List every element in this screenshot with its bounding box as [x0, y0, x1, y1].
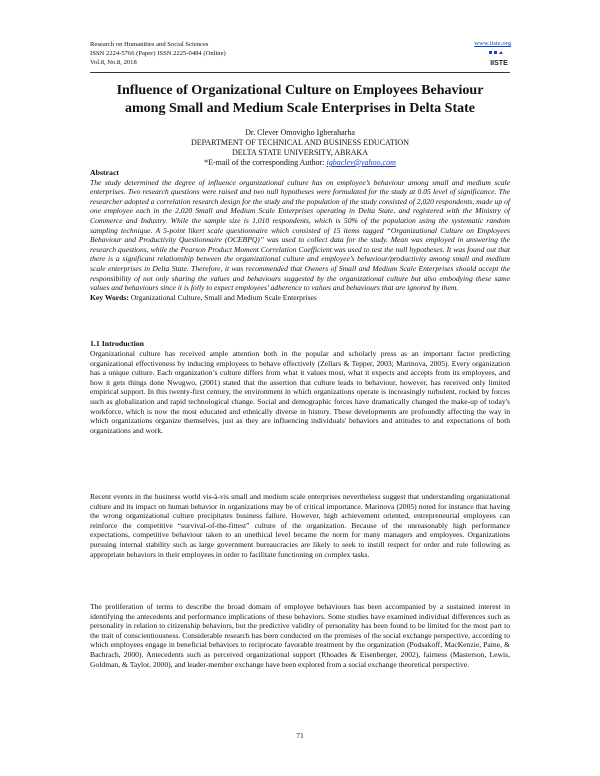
keywords-label: Key Words:: [90, 292, 129, 302]
intro-paragraph-1: Organizational culture has received ample attention both in the popular and scholarly press as an important factor predicting organizational effectiveness by inducing employees to behave effectively (Zellars & Tepper, 2003; Marinova, 2005). Every organization has a unique culture. Each organization’s culture differs from what it values most, what it expects and accepts from its employees, and how it gets things done Nwugwo, (2001) stated that the assertion that culture leads to behaviour, however, has received only limited empirical support. In this twenty-first century, the environment in which organizations operate is increasingly turbulent, rocked by forces such as globalization and rapid technological change. Social and demographic forces have dramatically changed the make-up of today's workforce, which is now the most educated and ethnically diverse in history. These developments are profoundly affecting the way in which organizations organize themselves, just as they are influencing individuals' behaviors and attitudes to and expectations of both organizations and work.: [90, 349, 510, 435]
intro-paragraph-2: Recent events in the business world vis-à-vis small and medium scale enterprises nevertheless suggest that understanding organizational culture and its impact on human behavior in organizations may be of critical importance. Marinova (2005) noted for instance that having the wrong organizational culture precipitates business failure. However, high achievement oriented, entrepreneurial employees can reinforce the competitive “survival-of-the-fittest” culture of the organization. Because of the unreasonably high performance expectations, competitive behaviour taken to an unethical level became the norm for many managers and employees. Organizations pursuing internal stability such as large government bureaucracies are likely to seek to instill respect for order and rule following as appropriate behaviors in their employees in order to facilitate functioning on complex tasks.: [90, 492, 510, 559]
keywords-line: [90, 293, 510, 303]
journal-url-container: [474, 40, 511, 47]
journal-header: [90, 40, 226, 67]
abstract-text: The study determined the degree of influence organizational culture has on employee’s behaviour among small and medium scale enterprises. Two research questions were raised and two null hypotheses were formulated for the study at 0.05 level of significance. The researcher adopted a correlation research design for the study and the population of the study consisted of 2,020 respondents, made up of one employee each in the 2,020 Small and Medium Scale Enterprises operating in Delta State, and registered with the Ministry of Commerce and Industry. While the sample size is 1,010 respondents, which is 50% of the population using the systematic random sampling technique. A 5-point likert scale questionnaire which consisted of 15 items tagged “Organizational Culture on Employees Behaviour and Productivity Questionnaire (OCEBPQ)” was used to collect data for the study. Mean was employed in answering the research questions, while the Pearson Product Moment Correlation Coefficient was used to test the null hypotheses. It was found out that there is a significant relationship between the organizational culture and employee’s behaviour/productivity among small and medium scale enterprises in Delta State. Therefore, it was recommended that Owners of Small and Medium Scale Enterprises should accept the responsibility of not only sharing the values and behaviours suggested by the organizational culture but also embodying these same values and behaviours since it is folly to expect employees’ adherence to values and behaviours that are ignored by them.: [90, 177, 510, 293]
title-line-2: among Small and Medium Scale Enterprises in Delta State: [125, 101, 475, 116]
email-label: *E-mail of the corresponding Author:: [204, 158, 325, 167]
iiste-logo: [488, 50, 510, 68]
author-university: DELTA STATE UNIVERSITY, ABRAKA: [231, 148, 369, 157]
abstract-heading: Abstract: [90, 168, 120, 177]
intro-paragraph-3: The proliferation of terms to describe the broad domain of employee behaviours has been accompanied by a sustained interest in identifying the antecedents and performance implications of these behaviors. Some studies have examined individual differences such as personality in relation to citizenship behaviors, but the predictive validity of personality has been found to be limited for the most part to the trait of conscientiousness. Considerable research has been conducted on the premises of the social exchange perspective, according to which employees engage in beneficial behaviors to reciprocate favorable treatment by the organization (Podsakoff, MacKenzie, Paine, & Bachrach, 2000). Antecedents such as perceived organizational support (Rhoades & Eisenberger, 2002), fairness (Masterson, Lewis, Goldman, & Taylor, 2000), and leader-member exchange have been explored from a social exchange theoretical perspective.: [90, 602, 510, 669]
journal-name: Research on Humanities and Social Sciences: [90, 41, 209, 48]
journal-url-link[interactable]: www.iiste.org: [474, 40, 511, 47]
title-line-1: Influence of Organizational Culture on Employees Behaviour: [116, 83, 484, 98]
journal-volume: Vol.8, No.8, 2018: [90, 59, 137, 66]
journal-issn: ISSN 2224-5766 (Paper) ISSN 2225-0484 (Online): [90, 50, 226, 57]
author-email-line: [90, 158, 510, 168]
page-number: 71: [296, 731, 304, 740]
keywords-text: Organizational Culture, Small and Medium Scale Enterprises: [130, 292, 317, 302]
abstract-section: [90, 168, 510, 302]
author-name: Dr. Clever Omovigho Igberaharha: [245, 128, 355, 137]
logo-text: IISTE: [490, 60, 508, 67]
intro-heading-block: [90, 339, 510, 349]
author-department: DEPARTMENT OF TECHNICAL AND BUSINESS EDUCATION: [191, 138, 409, 147]
paper-title: [90, 82, 510, 118]
intro-heading: 1.1 Introduction: [90, 339, 145, 348]
email-link[interactable]: igbaclev@yahoo.com: [326, 158, 396, 167]
author-block: [90, 128, 510, 168]
header-rule: [90, 72, 510, 73]
